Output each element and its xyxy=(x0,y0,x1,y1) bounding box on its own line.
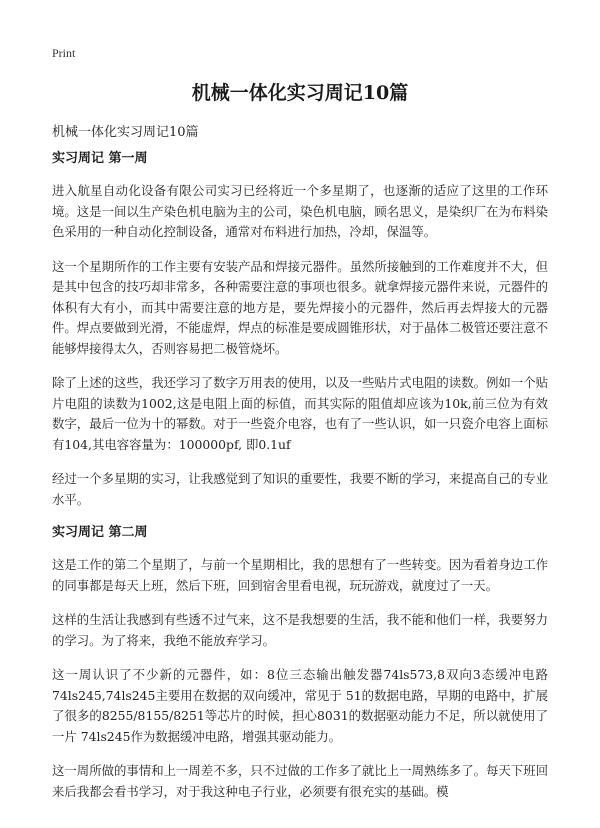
print-link[interactable]: Print xyxy=(52,46,76,60)
section-heading-week2: 实习周记 第二周 xyxy=(52,525,148,540)
document-subtitle: 机械一体化实习周记10篇 xyxy=(52,125,199,140)
paragraph: 经过一个多星期的实习，让我感觉到了知识的重要性，我要不断的学习，来提高自己的专业水平。 xyxy=(52,471,548,507)
paragraph: 这是工作的第二个星期了，与前一个星期相比，我的思想有了一些转变。因为看着身边工作的同事都是每天上班，然后下班，回到宿舍里看电视，玩玩游戏，就度过了一天。 xyxy=(52,557,548,593)
paragraph: 进入航星自动化设备有限公司实习已经将近一个多星期了，也逐渐的适应了这里的工作环境。这是一间以生产染色机电脑为主的公司，染色机电脑，顾名思义，是染织厂在为布料染色采用的一种自动化控制设备，通常对布料进行加热，冷却，保温等。 xyxy=(52,183,548,239)
section-heading-week1: 实习周记 第一周 xyxy=(52,151,148,166)
paragraph: 这样的生活让我感到有些透不过气来，这不是我想要的生活，我不能和他们一样，我要努力的学习。为了将来，我绝不能放弃学习。 xyxy=(52,612,548,648)
document-body xyxy=(52,150,548,802)
paragraph: 除了上述的这些，我还学习了数字万用表的使用，以及一些贴片式电阻的读数。例如一个贴片电阻的读数为1002,这是电阻上面的标值，而其实际的阻值却应该为10k,前三位为有效数字，最后一位为十的幂数。对于一些瓷介电容，也有了一些认识，如一只瓷介电容上面标有104,其电容容量为：100000pf, 即0.1uf xyxy=(52,375,548,452)
paragraph: 这一周认识了不少新的元器件，如：8位三态输出触发器74ls573,8双向3态缓冲电路74ls245,74ls245主要用在数据的双向缓冲，常见于 51的数据电路，早期的电路中，扩展了很多的8255/8155/8251等芯片的时候，担心8031的数据驱动能力不足，所以就使用了一片 74ls245作为数据缓冲电路，增强其驱动能力。 xyxy=(52,667,548,744)
document-title: 机械一体化实习周记10篇 xyxy=(191,82,409,104)
paragraph: 这一个星期所作的工作主要有安装产品和焊接元器件。虽然所接触到的工作难度并不大，但是其中包含的技巧却非常多，各种需要注意的事项也很多。就拿焊接元器件来说，元器件的体积有大有小，而其中需要注意的地方是，要先焊接小的元器件，然后再去焊接大的元器件。焊点要做到光滑，不能虚焊，焊点的标准是要成圆锥形状，对于晶体二极管还要注意不能够焊接得太久，否则容易把二极管烧坏。 xyxy=(52,258,548,356)
paragraph: 这一周所做的事情和上一周差不多，只不过做的工作多了就比上一周熟练多了。每天下班回来后我都会看书学习，对于我这种电子行业，必须要有很充实的基础。模 xyxy=(52,763,548,799)
